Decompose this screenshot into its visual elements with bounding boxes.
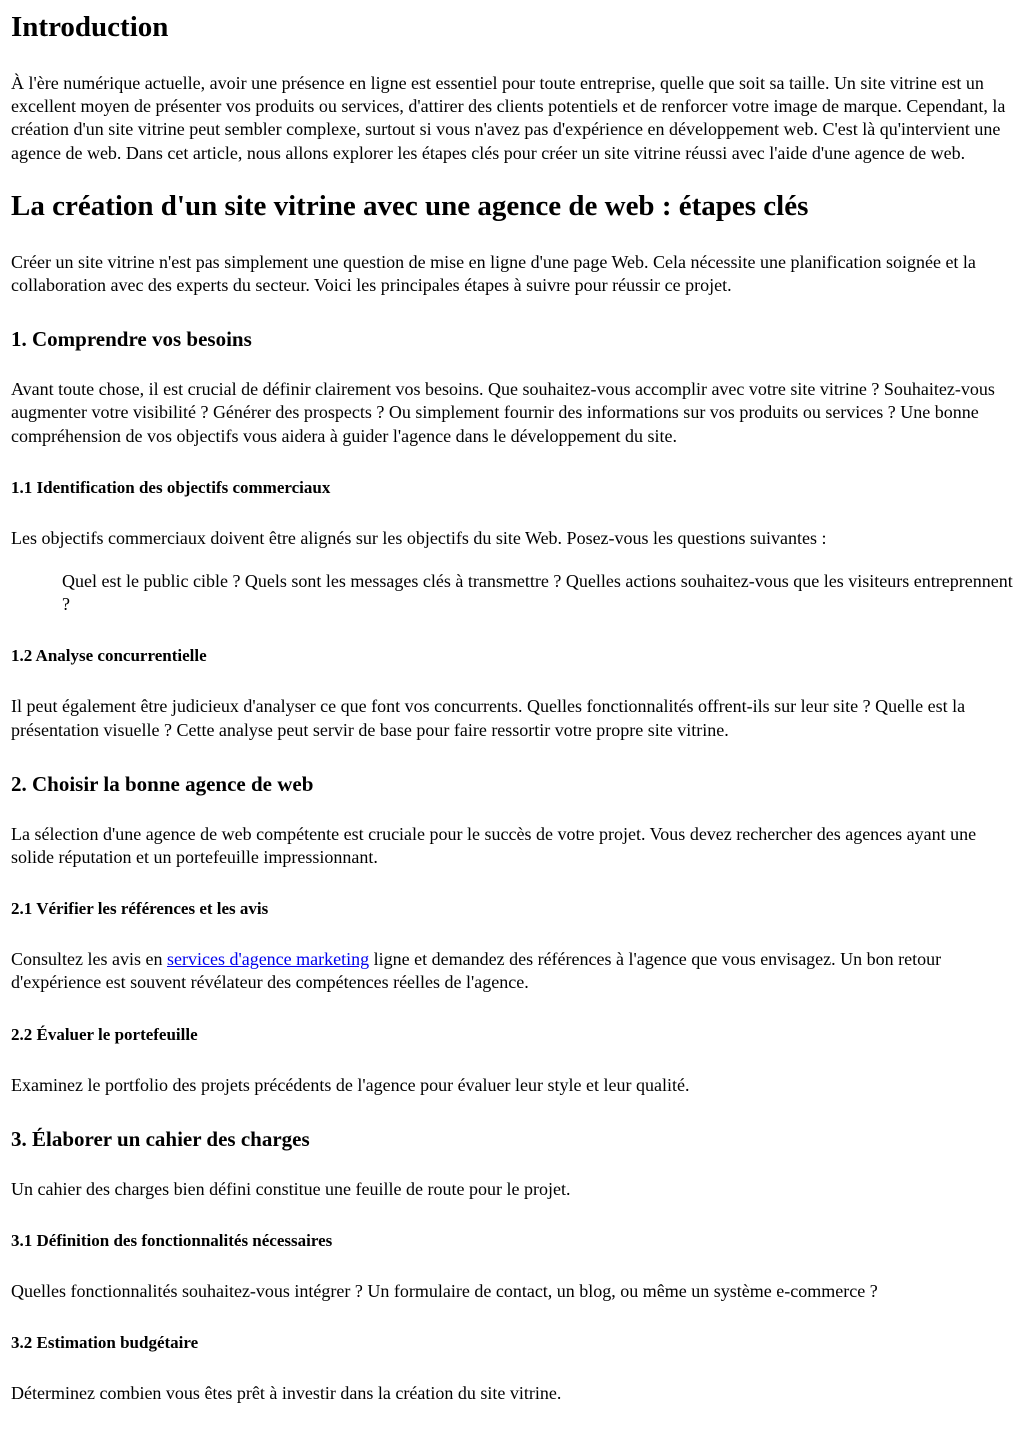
main-heading: La création d'un site vitrine avec une agence de web : étapes clés [11,189,809,222]
section1-1-heading: 1.1 Identification des objectifs commerciaux [11,477,331,497]
agency-marketing-link[interactable]: services d'agence marketing [166,949,370,970]
section2-1-text-before: Consultez les avis en [11,949,167,970]
section1-1-paragraph: Les objectifs commerciaux doivent être alignés sur les objectifs du site Web. Posez-vous les questions suivantes : [11,527,827,548]
main-paragraph: Créer un site vitrine n'est pas simplement une question de mise en ligne d'une page Web. Cela nécessite une planification soignée et la collaboration avec des experts du secteur. Voici les principales étapes à suivre pour réussir ce projet. [11,251,976,296]
intro-paragraph: À l'ère numérique actuelle, avoir une présence en ligne est essentiel pour toute entreprise, quelle que soit sa taille. Un site vitrine est un excellent moyen de présenter vos produits ou services, d'attirer des clients potentiels et de renforcer votre image de marque. Cependant, la création d'un site vitrine peut sembler complexe, surtout si vous n'avez pas d'expérience en développement web. C'est là qu'intervient une agence de web. Dans cet article, nous allons explorer les étapes clés pour créer un site vitrine réussi avec l'aide d'une agence de web. [11,73,1006,163]
article [0,10,1024,1405]
section2-2-paragraph: Examinez le portfolio des projets précédents de l'agence pour évaluer leur style et leur qualité. [11,1074,690,1095]
section1-1-quote: Quel est le public cible ? Quels sont les messages clés à transmettre ? Quelles actions souhaitez-vous que les visiteurs entreprennent ? [62,571,1013,615]
section3-1-heading: 3.1 Définition des fonctionnalités nécessaires [11,1231,333,1251]
section2-1-paragraph [11,948,1013,994]
intro-heading: Introduction [11,11,169,43]
section2-heading: 2. Choisir la bonne agence de web [11,771,314,796]
section2-1-text-after: ligne et demandez des références à l'agence que vous envisagez. Un bon retour d'expérience est souvent révélateur des compétences réelles de l'agence. [11,949,942,993]
section3-2-heading: 3.2 Estimation budgétaire [11,1333,199,1353]
section2-1-heading: 2.1 Vérifier les références et les avis [11,899,269,919]
section3-1-paragraph: Quelles fonctionnalités souhaitez-vous intégrer ? Un formulaire de contact, un blog, ou même un système e-commerce ? [11,1281,878,1302]
section3-2-paragraph: Déterminez combien vous êtes prêt à investir dans la création du site vitrine. [11,1383,562,1404]
section1-2-paragraph: Il peut également être judicieux d'analyser ce que font vos concurrents. Quelles fonctionnalités offrent-ils sur leur site ? Quelle est la présentation visuelle ? Cette analyse peut servir de base pour faire ressortir votre propre site vitrine. [11,696,966,740]
section3-heading: 3. Élaborer un cahier des charges [11,1126,310,1151]
section3-paragraph: Un cahier des charges bien défini constitue une feuille de route pour le projet. [11,1178,571,1199]
section1-2-heading: 1.2 Analyse concurrentielle [11,646,207,666]
section2-2-heading: 2.2 Évaluer le portefeuille [11,1024,198,1044]
section2-paragraph: La sélection d'une agence de web compétente est cruciale pour le succès de votre projet. Vous devez rechercher des agences ayant une solide réputation et un portefeuille impressionnant. [11,823,977,868]
section1-paragraph: Avant toute chose, il est crucial de définir clairement vos besoins. Que souhaitez-vous accomplir avec votre site vitrine ? Souhaitez-vous augmenter votre visibilité ? Générer des prospects ? Ou simplement fournir des informations sur vos produits ou services ? Une bonne compréhension de vos objectifs vous aidera à guider l'agence dans le développement du site. [11,379,995,446]
section1-heading: 1. Comprendre vos besoins [11,327,252,352]
